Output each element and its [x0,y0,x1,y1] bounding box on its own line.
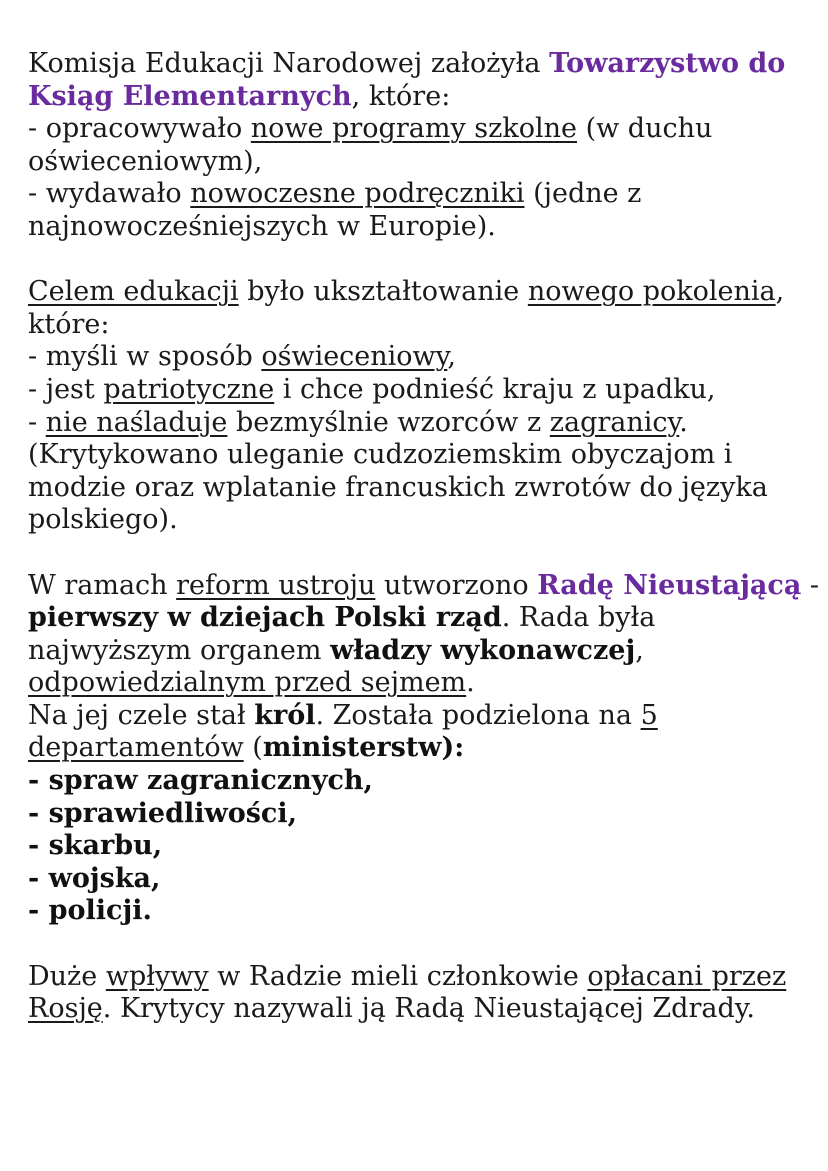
text: - [28,406,46,438]
text: . Została podzielona na [315,699,641,731]
line [28,178,798,211]
text: bezmyślnie wzorców z [227,406,550,438]
list-item: - skarbu, [28,830,163,862]
bold-term: władzy wykonawczej [330,634,636,666]
line [28,732,798,765]
text: , [775,276,785,308]
paragraph-rada [28,569,820,929]
text: W ramach [28,569,177,601]
list-item: - policji. [28,895,152,927]
text: . Krytycy nazywali ją Radą Nieustającej Zdrady. [102,993,755,1025]
text: - myśli w sposób [28,341,262,373]
text: - [801,569,820,601]
text: było ukształtowanie [238,276,528,308]
paragraph-education-goal [28,276,798,537]
line [28,993,798,1026]
line [28,667,798,700]
text: , [635,634,644,666]
line [28,81,798,114]
underlined-term: 5 [640,699,658,731]
line: modzie oraz wplatanie francuskich zwrotów do języka [28,471,768,503]
list-item: - sprawiedliwości, [28,797,298,829]
text: najwyższym organem [28,634,331,666]
highlight-rada: Radę Nieustającą [537,569,802,601]
underlined-term: nie naśladuje [45,406,228,438]
paragraph-ken [28,48,798,244]
spacer [28,244,798,277]
line: oświeceniowym), [28,145,263,177]
line [28,602,798,635]
text: i chce podnieść kraju z upadku, [274,373,716,405]
line [28,635,798,668]
line: polskiego). [28,504,178,536]
underlined-term: zagranicy [549,406,680,438]
list-item: - wojska, [28,862,161,894]
text: - jest [28,373,104,405]
underlined-term: nowoczesne podręczniki [190,178,525,210]
underlined-term: Celem edukacji [28,276,239,308]
line [28,407,798,440]
underlined-term: oświeceniowy [261,341,448,373]
text: . [466,667,475,699]
text: (jedne z [524,178,642,210]
text: Na jej czele stał [28,699,255,731]
underlined-term: nowe programy szkolne [250,113,577,145]
underlined-term: opłacani przez [587,960,787,992]
line [28,569,820,603]
line [28,113,798,146]
text: . Rada była [501,602,656,634]
underlined-term: odpowiedzialnym przed sejmem [28,667,467,699]
text: - wydawało [28,178,191,210]
highlight-towarzystwo: Towarzystwo do [549,48,786,79]
line: najnowocześniejszych w Europie). [28,210,496,242]
line [28,341,798,374]
line: które: [28,308,110,340]
text: w Radzie mieli członkowie [208,960,588,992]
line [28,700,798,733]
text: - opracowywało [28,113,251,145]
text: Komisja Edukacji Narodowej założyła [28,48,550,79]
underlined-term: reform ustroju [176,569,376,601]
text: ( [243,732,263,764]
text: utworzono [375,569,538,601]
line: (Krytykowano uleganie cudzoziemskim obyczajom i [28,439,733,471]
bold-term: ministerstw): [262,732,465,764]
line [28,961,798,994]
text: (w duchu [577,113,713,145]
list-item: - spraw zagranicznych, [28,765,373,797]
paragraph-russia [28,961,798,1026]
bold-term: pierwszy w dziejach Polski rząd [28,602,502,634]
text: Duże [28,960,106,992]
underlined-term: departamentów [28,732,244,764]
underlined-term: nowego pokolenia [527,276,776,308]
spacer [28,537,798,570]
spacer [28,928,798,961]
underlined-term: patriotyczne [103,373,275,405]
highlight-ksiag: Ksiąg Elementarnych [28,80,352,112]
line [28,48,798,81]
text: . [679,406,688,438]
line [28,276,798,309]
bold-term: król [254,699,316,731]
underlined-term: wpływy [105,960,209,992]
text: , [447,341,456,373]
underlined-term: Rosję [28,993,103,1025]
line [28,374,798,407]
text: , które: [351,80,451,112]
